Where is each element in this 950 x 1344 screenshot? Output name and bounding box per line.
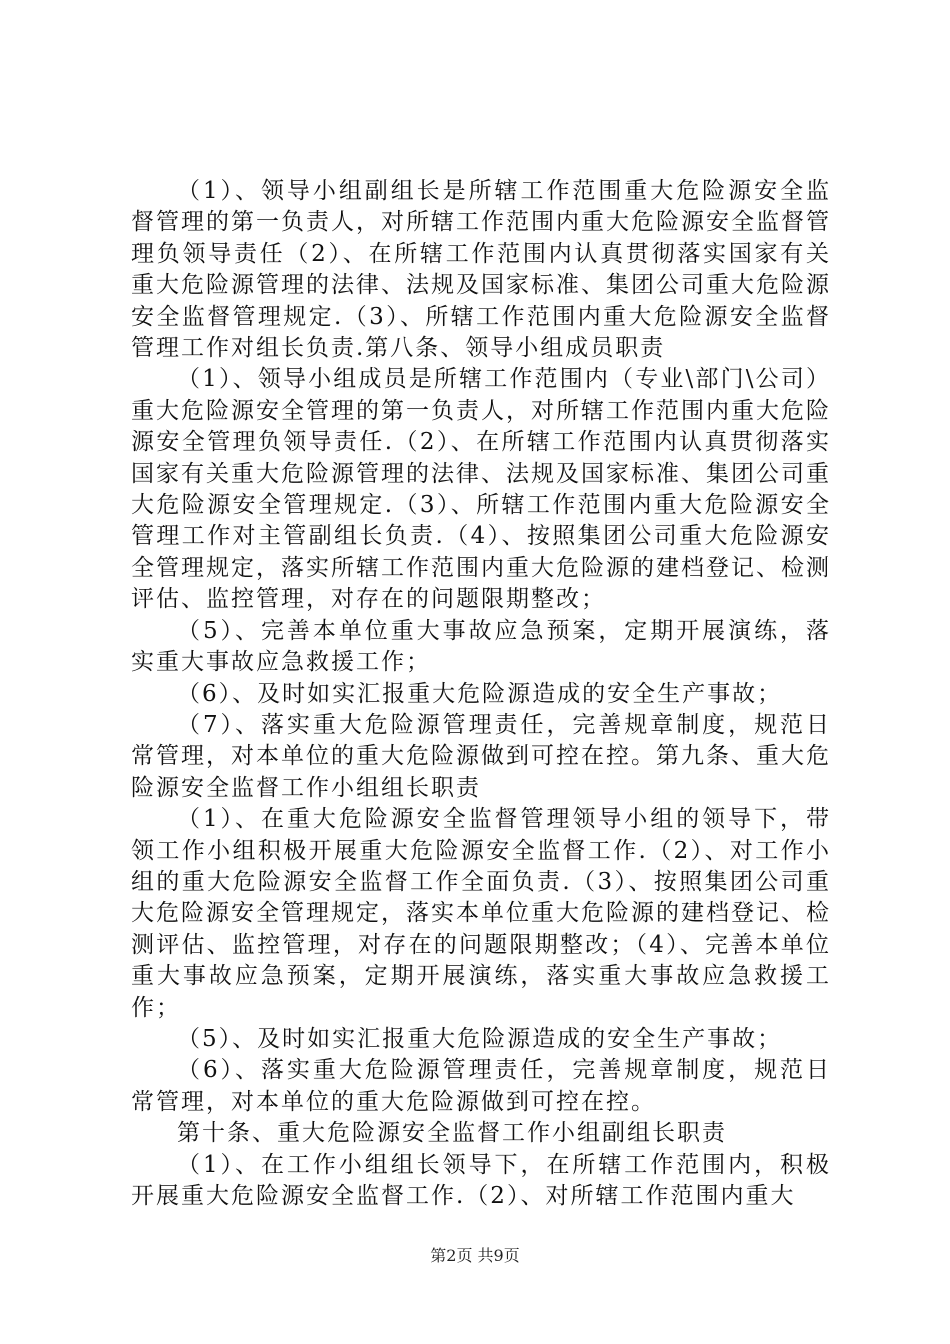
document-body <box>131 176 831 1212</box>
paragraph-9: 第十条、重大危险源安全监督工作小组副组长职责 <box>177 1120 727 1147</box>
paragraph-10: （1）、在工作小组组长领导下，在所辖工作范围内，积极开展重大危险源安全监督工作.（2）、对所辖工作范围内重大 <box>131 1151 831 1209</box>
paragraph-2: （1）、领导小组成员是所辖工作范围内（专业\部门\公司）重大危险源安全管理的第一负责人，对所辖工作范围内重大危险源安全管理负领导责任.（2）、在所辖工作范围内认真贯彻落实国家有关重大危险源管理的法律、法规及国家标准、集团公司重大危险源安全管理规定.（3）、所辖工作范围内重大危险源安全管理工作对主管副组长负责.（4）、按照集团公司重大危险源安全管理规定，落实所辖工作范围内重大危险源的建档登记、检测评估、监控管理，对存在的问题限期整改； <box>131 366 831 613</box>
page-number-footer: 第2页 共9页 <box>430 1246 520 1265</box>
paragraph-6: （1）、在重大危险源安全监督管理领导小组的领导下，带领工作小组积极开展重大危险源安全监督工作.（2）、对工作小组的重大危险源安全监督工作全面负责.（3）、按照集团公司重大危险源安全管理规定，落实本单位重大危险源的建档登记、检测评估、监控管理，对存在的问题限期整改；（4）、完善本单位重大事故应急预案，定期开展演练，落实重大事故应急救援工作； <box>131 806 831 1021</box>
paragraph-8: （6）、落实重大危险源管理责任，完善规章制度，规范日常管理，对本单位的重大危险源做到可控在控。 <box>131 1057 831 1115</box>
paragraph-4: （6）、及时如实汇报重大危险源造成的安全生产事故； <box>177 680 783 707</box>
paragraph-5: （7）、落实重大危险源管理责任，完善规章制度，规范日常管理，对本单位的重大危险源做到可控在控。第九条、重大危险源安全监督工作小组组长职责 <box>131 711 831 801</box>
paragraph-1: （1）、领导小组副组长是所辖工作范围重大危险源安全监督管理的第一负责人，对所辖工作范围内重大危险源安全监督管理负领导责任（2）、在所辖工作范围内认真贯彻落实国家有关重大危险源管理的法律、法规及国家标准、集团公司重大危险源安全监督管理规定.（3）、所辖工作范围内重大危险源安全监督管理工作对组长负责.第八条、领导小组成员职责 <box>131 178 831 362</box>
paragraph-7: （5）、及时如实汇报重大危险源造成的安全生产事故； <box>177 1025 783 1052</box>
paragraph-3: （5）、完善本单位重大事故应急预案，定期开展演练，落实重大事故应急救援工作； <box>131 617 831 676</box>
